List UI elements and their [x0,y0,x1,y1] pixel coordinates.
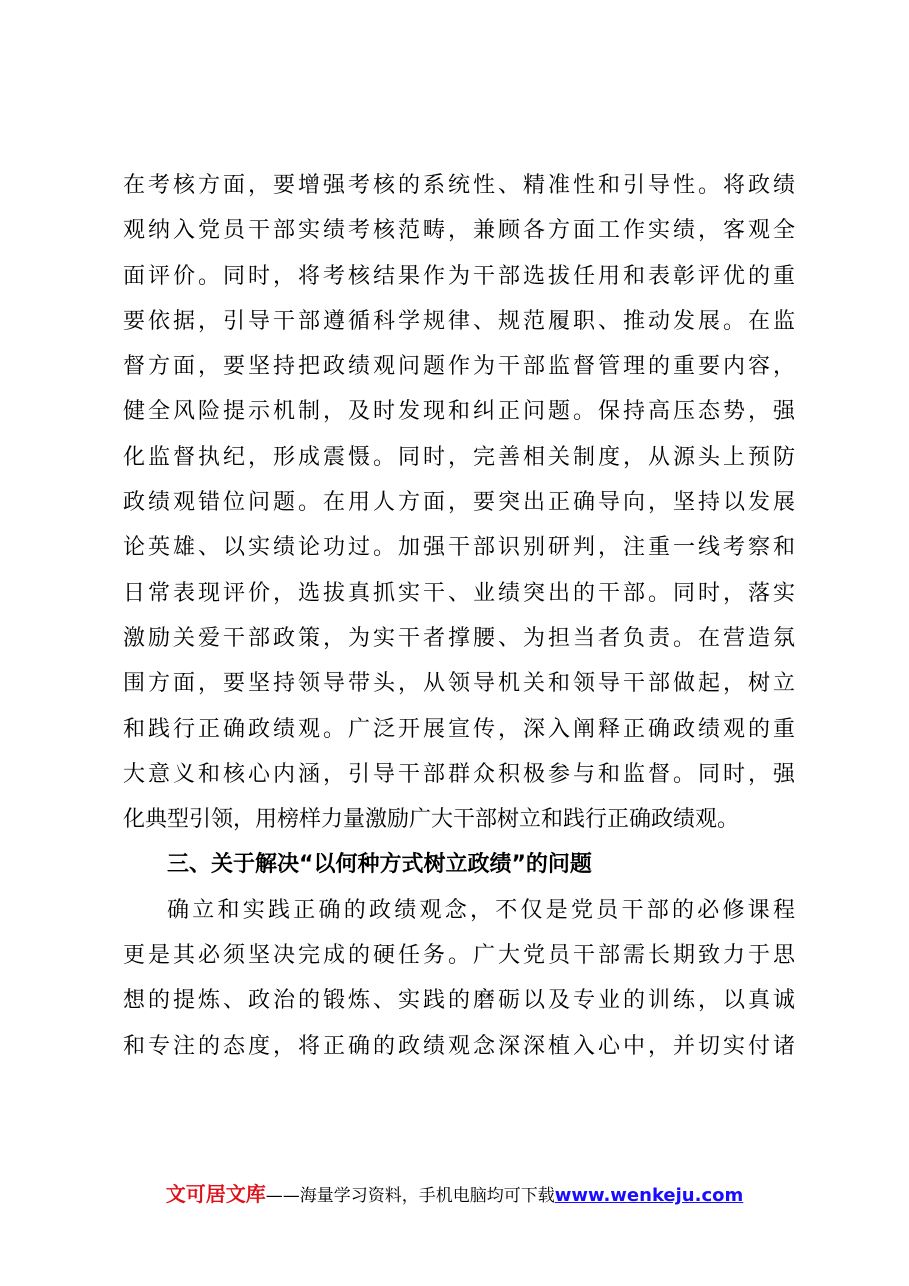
paragraph-line: 和专注的态度，将正确的政绩观念深深植入心中，并切实付诸 [123,1033,795,1059]
paragraph-line: 面评价。同时，将考核结果作为干部选拔任用和表彰评优的重 [123,263,795,289]
document-body [123,163,795,1069]
footer-tagline: ——海量学习资料，手机电脑均可下载 [265,1186,555,1206]
footer-brand: 文可居文库 [165,1182,266,1206]
paragraph-line: 健全风险提示机制，及时发现和纠正问题。保持高压态势，强 [123,399,795,425]
paragraph-line: 政绩观错位问题。在用人方面，要突出正确导向，坚持以发展 [123,490,795,516]
paragraph-line: 日常表现评价，选拔真抓实干、业绩突出的干部。同时，落实 [123,580,795,606]
paragraph-line: 论英雄、以实绩论功过。加强干部识别研判，注重一线考察和 [123,535,795,561]
paragraph-line: 围方面，要坚持领导带头，从领导机关和领导干部做起，树立 [123,671,795,697]
paragraph-line: 化典型引领，用榜样力量激励广大干部树立和践行正确政绩观。 [123,807,740,833]
paragraph-line: 在考核方面，要增强考核的系统性、精准性和引导性。将政绩 [123,173,795,198]
paragraph-line: 要依据，引导干部遵循科学规律、规范履职、推动发展。在监 [123,308,795,334]
footer-banner [0,1178,909,1207]
paragraph-line: 确立和实践正确的政绩观念，不仅是党员干部的必修课程 [167,897,795,923]
paragraph-line: 想的提炼、政治的锻炼、实践的磨砺以及专业的训练，以真诚 [123,988,795,1014]
paragraph-line: 督方面，要坚持把政绩观问题作为干部监督管理的重要内容， [123,354,795,380]
paragraph-line: 更是其必须坚决完成的硬任务。广大党员干部需长期致力于思 [123,943,795,969]
paragraph-line: 激励关爱干部政策，为实干者撑腰、为担当者负责。在营造氛 [123,625,795,651]
paragraph-line: 观纳入党员干部实绩考核范畴，兼顾各方面工作实绩，客观全 [123,218,795,244]
paragraph-line: 化监督执纪，形成震慑。同时，完善相关制度，从源头上预防 [123,444,795,470]
paragraph-line: 大意义和核心内涵，引导干部群众积极参与和监督。同时，强 [123,761,795,787]
section-heading: 三、关于解决“以何种方式树立政绩”的问题 [167,852,592,878]
paragraph-line: 和践行正确政绩观。广泛开展宣传，深入阐释正确政绩观的重 [123,716,795,742]
footer-url-link[interactable]: www.wenkeju.com [554,1185,744,1206]
